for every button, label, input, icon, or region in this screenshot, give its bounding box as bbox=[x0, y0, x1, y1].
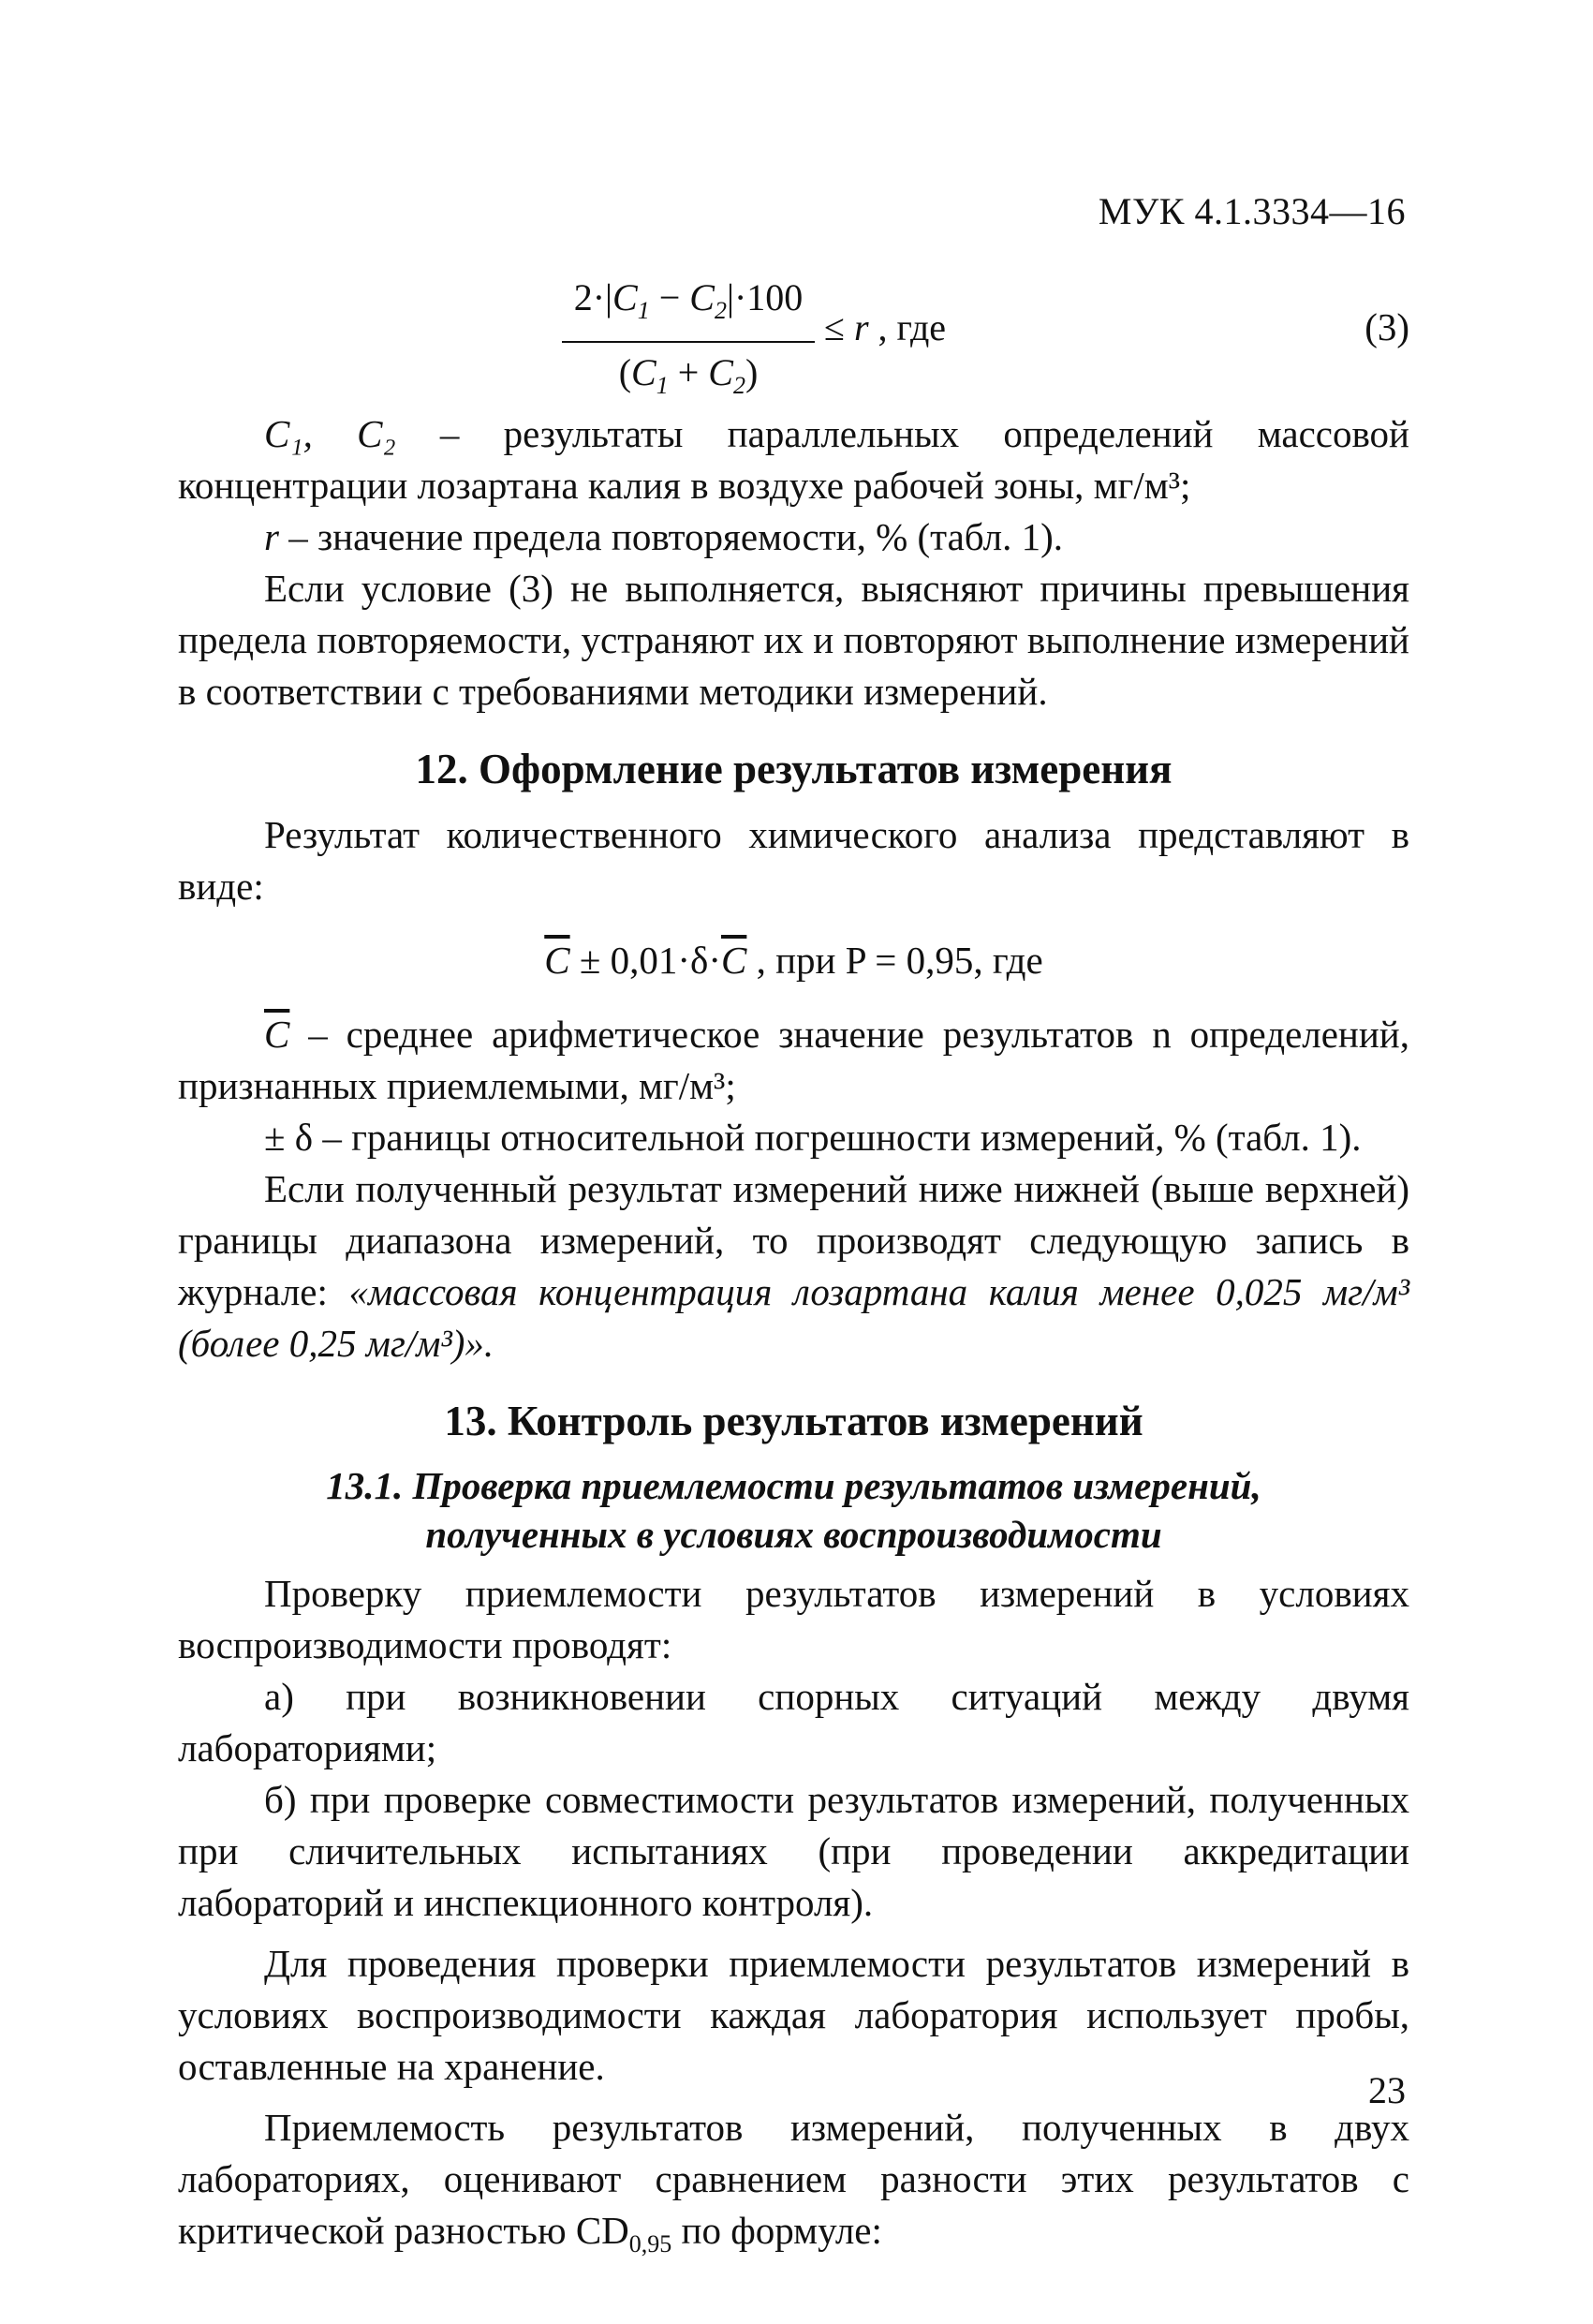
formula-3-numerator: $2\cdot|C_1 - C_2|\cdot 100$ bbox=[573, 276, 804, 324]
page-content bbox=[178, 272, 1409, 2270]
paragraph-condition: Если условие (3) не выполняется, выясняют причины превышения предела повторяемости, устраняют их и повторяют выполнение измерений в соответствии с требованиями методики измерений. bbox=[178, 567, 1409, 713]
section-13-paragraph-2: а) при возникновении спорных ситуаций между двумя лабораториями; bbox=[178, 1675, 1409, 1769]
section-13-paragraph-3: б) при проверке совместимости результатов измерений, полученных при сличительных испытаниях (при проведении аккредитации лабораторий и инспекционного контроля). bbox=[178, 1778, 1409, 1924]
formula-3 bbox=[178, 272, 1409, 399]
section-13-1-title: 13.1. Проверка приемлемости результатов измерений, полученных в условиях воспроизводимости bbox=[326, 1464, 1261, 1556]
section-13-paragraph-1: Проверку приемлемости результатов измерений в условиях воспроизводимости проводят: bbox=[178, 1572, 1409, 1666]
page-number: 23 bbox=[1368, 2069, 1406, 2111]
equation-number: (3) bbox=[1364, 305, 1409, 348]
paragraph-c1-c2: C₁, C₂ – результаты параллельных определений массовой концентрации лозартана калия в воздухе рабочей зоны, мг/м³; bbox=[178, 412, 1409, 507]
formula-3-fraction bbox=[562, 272, 815, 412]
section-12-title: 12. Оформление результатов измерения bbox=[415, 746, 1173, 792]
section-13-paragraph-4: Для проведения проверки приемлемости результатов измерений в условиях воспроизводимости каждая лаборатория использует пробы, оставленные на хранение. bbox=[178, 1942, 1409, 2088]
section-13-title: 13. Контроль результатов измерений bbox=[444, 1398, 1143, 1444]
section-12-paragraph-3: ± δ – границы относительной погрешности измерений, % (табл. 1). bbox=[264, 1116, 1362, 1159]
fraction-bar bbox=[562, 341, 815, 343]
section-13-paragraph-5: Приемлемость результатов измерений, полученных в двух лабораториях, оценивают сравнением разности этих результатов с критической разностью $CD_{0,95}$ по формуле: bbox=[178, 2106, 1409, 2258]
section-12-paragraph-2: $\overline{C}$ – среднее арифметическое значение результатов n определений, признанных приемлемыми, мг/м³; bbox=[178, 1013, 1409, 1107]
section-12-paragraph-4: Если полученный результат измерений ниже нижней (выше верхней) границы диапазона измерений, то производят следующую запись в журнале: «массовая концентрация лозартана калия менее 0,025 мг/м³ (более 0,25 мг/м³)». bbox=[178, 1167, 1409, 1365]
result-formula: $\overline{C} \pm 0,01\cdot\delta\cdot\overline{C}$ , при P = 0,95, где bbox=[544, 939, 1043, 982]
section-12-paragraph-1: Результат количественного химического анализа представляют в виде: bbox=[178, 813, 1409, 908]
paragraph-r: r – значение предела повторяемости, % (табл. 1). bbox=[264, 515, 1063, 558]
formula-3-relation: ≤ r , где bbox=[824, 306, 947, 348]
formula-3-denominator: $(C_1 + C_2)$ bbox=[618, 351, 759, 399]
document-code: МУК 4.1.3334—16 bbox=[1098, 190, 1406, 232]
